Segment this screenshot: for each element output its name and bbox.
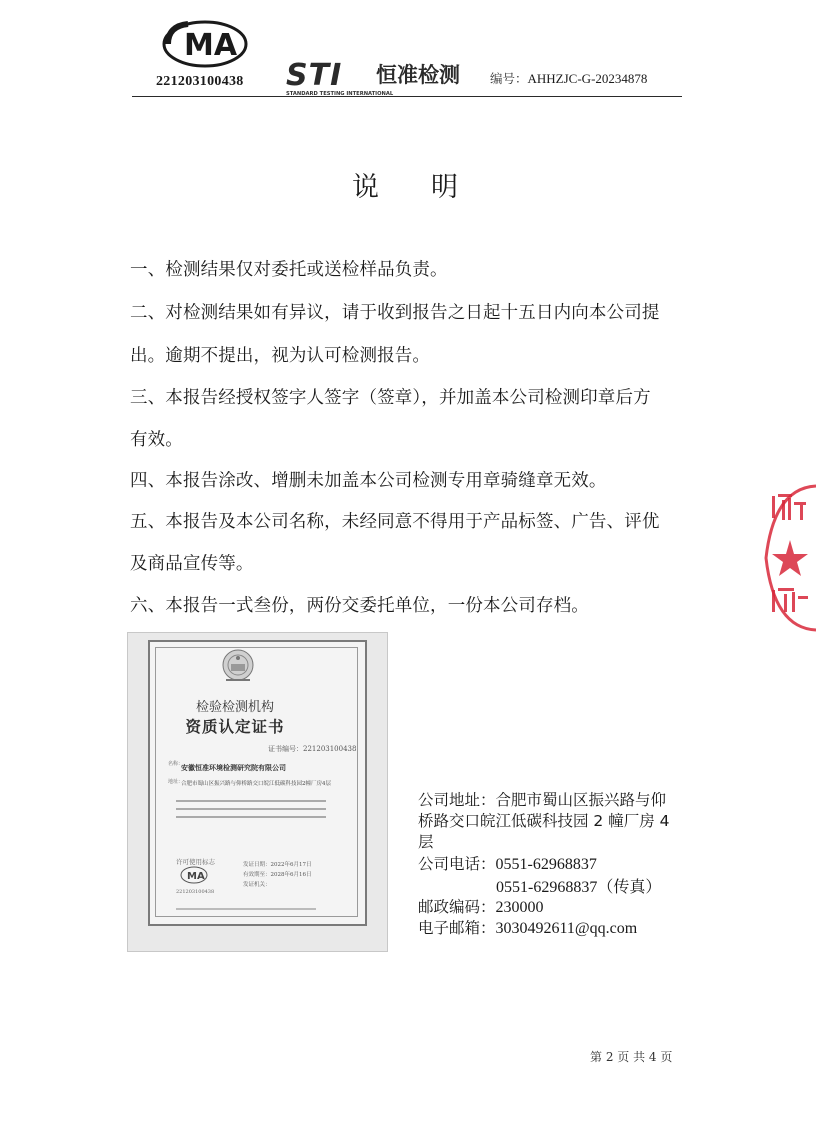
contact-phone-value: 0551-62968837 [495, 856, 597, 873]
sti-company-logo [286, 58, 466, 98]
svg-text:MA: MA [184, 28, 238, 63]
svg-text:恒准检测: 恒准检测 [376, 63, 460, 87]
certificate-address-label: 地址： [168, 779, 184, 785]
body-line: 有效。 [130, 430, 183, 450]
header-rule [132, 96, 682, 97]
report-number-value: AHHZJC-G-20234878 [527, 71, 648, 86]
body-line: 五、本报告及本公司名称，未经同意不得用于产品标签、广告、评优 [130, 512, 660, 532]
contact-address-value: 合肥市蜀山区振兴路与仰 [495, 791, 667, 809]
company-seal-icon [760, 478, 816, 638]
contact-fax [496, 874, 661, 897]
body-line: 六、本报告一式叁份，两份交委托单位，一份本公司存档。 [130, 596, 589, 616]
certificate-title-line2: 资质认定证书 [185, 718, 285, 736]
certificate-number: 证书编号：221203100438 [268, 745, 357, 753]
report-number-label: 编号： [490, 71, 528, 86]
contact-address-label: 公司地址： [418, 791, 496, 809]
contact-email [418, 916, 637, 938]
certificate-body-text [176, 808, 326, 810]
contact-address-line3: 层 [418, 833, 434, 851]
certificate-title-line1: 检验检测机构 [195, 700, 274, 715]
certificate-address: 合肥市蜀山区振兴路与仰桥路交口皖江低碳科技园2幢厂房4层 [181, 781, 332, 787]
certificate-issuer: 发证机关： [243, 882, 271, 888]
contact-postcode-value: 230000 [495, 899, 544, 916]
body-line: 及商品宣传等。 [130, 554, 254, 574]
certificate-company-name: 安徽恒准环境检测研究院有限公司 [181, 763, 286, 772]
certificate-name-label: 名称： [168, 761, 184, 767]
page-title: 说明 [352, 172, 510, 203]
contact-phone [418, 852, 597, 874]
contact-address-line1 [418, 788, 666, 810]
certificate-valid-date: 有效期至：2028年6月16日 [243, 872, 312, 878]
body-line: 二、对检测结果如有异议，请于收到报告之日起十五日内向本公司提 [130, 303, 660, 323]
certificate-mark-label: 许可使用标志 [176, 858, 215, 866]
body-line: 三、本报告经授权签字人签字（签章），并加盖本公司检测印章后方 [130, 388, 651, 408]
cma-logo [160, 18, 250, 70]
certificate-mark-number: 221203100438 [176, 889, 215, 895]
contact-postcode [418, 895, 544, 917]
page-number: 第 2 页 共 4 页 [590, 1050, 673, 1064]
certificate-issue-date: 发证日期：2022年6月17日 [243, 862, 312, 868]
svg-text:MA: MA [187, 871, 205, 882]
certificate-body-text [176, 800, 326, 802]
svg-text:STI: STI [286, 58, 343, 93]
contact-fax-value: 0551-62968837（传真） [496, 879, 662, 896]
certificate-body-text [176, 816, 326, 818]
contact-email-label: 电子邮箱： [418, 919, 496, 937]
contact-phone-label: 公司电话： [418, 855, 496, 873]
cma-mark-icon [180, 866, 208, 884]
svg-text:STANDARD TESTING INTERNATIONAL: STANDARD TESTING INTERNATIONAL [286, 91, 394, 97]
national-emblem-icon [221, 648, 255, 686]
contact-address-line2: 桥路交口皖江低碳科技园 2 幢厂房 4 [418, 812, 670, 830]
body-line: 四、本报告涂改、增删未加盖本公司检测专用章骑缝章无效。 [130, 471, 607, 491]
contact-postcode-label: 邮政编码： [418, 898, 496, 916]
certificate-footer-text [176, 908, 316, 910]
cma-number: 221203100438 [156, 74, 244, 89]
body-line: 出。逾期不提出，视为认可检测报告。 [130, 346, 431, 366]
body-line: 一、检测结果仅对委托或送检样品负责。 [130, 260, 448, 280]
report-number [490, 69, 647, 87]
contact-email-value: 3030492611@qq.com [495, 920, 638, 937]
